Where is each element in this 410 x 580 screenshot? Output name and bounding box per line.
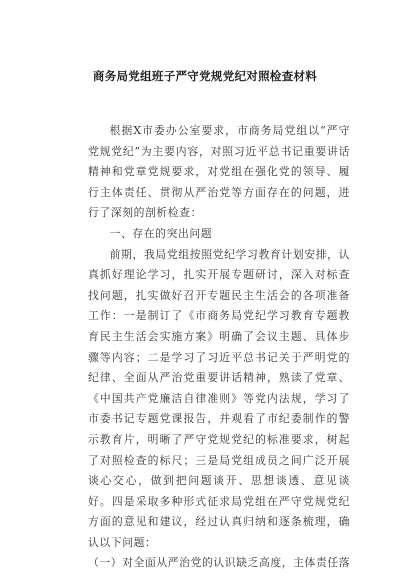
subsection-heading: （一）对全面从严治党的认识缺乏高度，主体责任落: [88, 556, 350, 570]
paragraph-intro: 根据X市委办公室要求，市商务局党组以“严守党规党纪”为主要内容，对照习近平总书记重要讲话精神和党章党规要求，对党组在强化党的领导、履行主体责任、贯彻从严治党等方面存在的问题，进行了深刻的剖析检查：: [88, 124, 350, 220]
document-body: [88, 121, 350, 574]
document-title: 商务局党组班子严守党规党纪对照检查材料: [92, 69, 318, 83]
paragraph-preparation: 前期，我局党组按照党纪学习教育计划安排，认真抓好理论学习，扎实开展专题研讨，深入对标查找问题，扎实做好召开专题民主生活会的各项准备工作：一是制订了《市商务局党纪学习教育专题教育民主生活会实施方案》明确了会议主题、具体步骤等内容；二是学习了习近平总书记关于严明党的纪律、全面从严治党重要讲话精神，熟读了党章、《中国共产党廉洁自律准则》等党内法规，学习了市委书记专题党课报告，并观看了市纪委制作的警示教育片，明晰了严守党规党纪的标准要求，树起了对照检查的标尺；三是局党组成员之间广泛开展谈心交心，做到把问题谈开、思想谈透、意见谈好。四是采取多种形式征求局党组在严守党规党纪方面的意见和建议，经过认真归纳和逐条梳理，确认以下问题：: [88, 247, 350, 549]
section-heading: 一、存在的突出问题: [109, 226, 213, 240]
